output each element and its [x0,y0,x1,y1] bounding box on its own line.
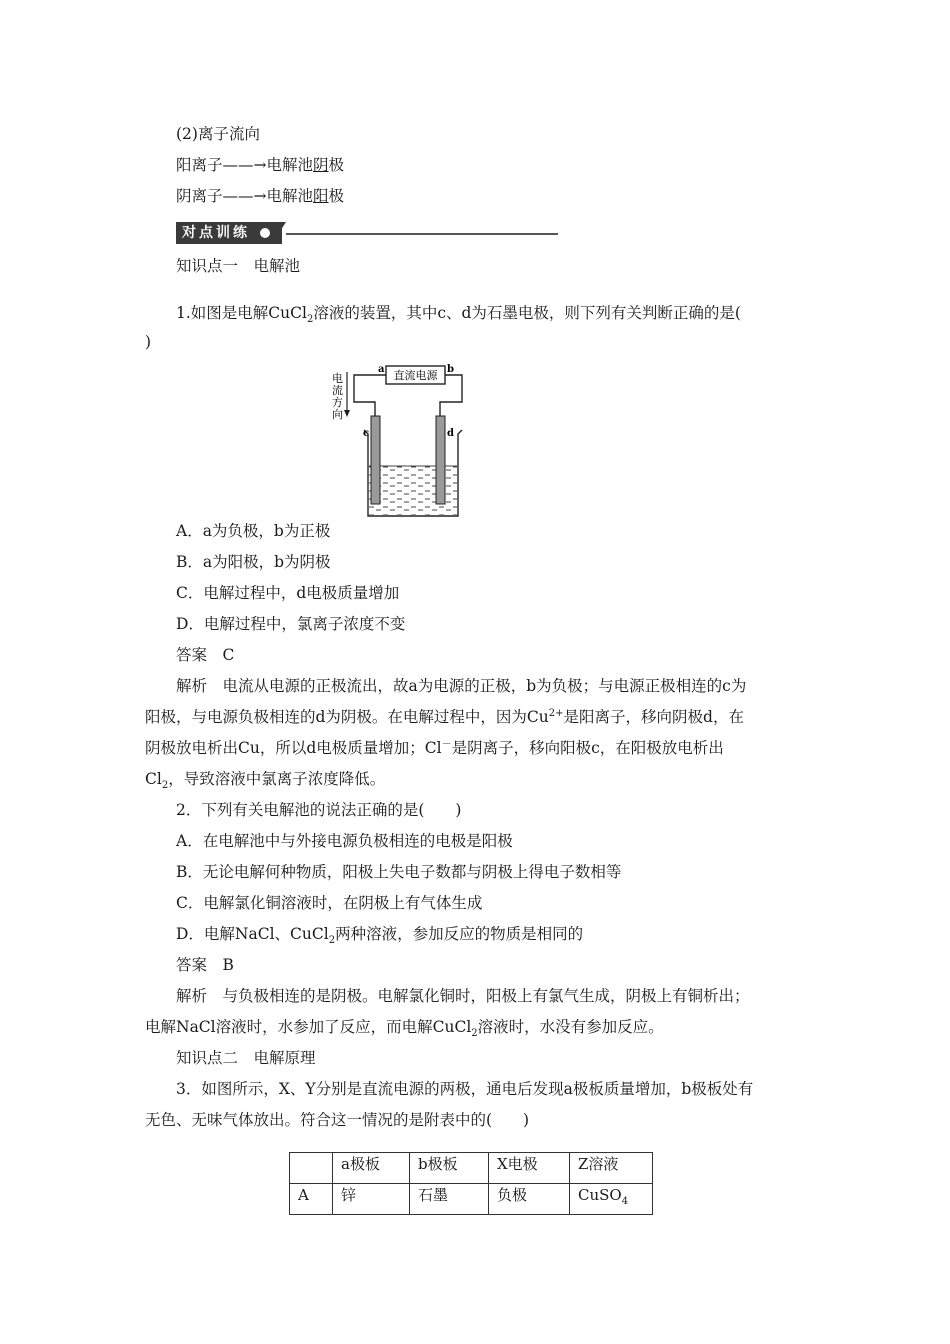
ion-flow-heading: (2)离子流向 [176,125,260,143]
current-direction-char-2: 流 [332,384,343,397]
q1-stem-sub: 2 [306,314,314,326]
table-cell: A [290,1184,333,1215]
q3-options-table [289,1152,653,1215]
anion-flow-suffix: 极 [328,187,345,205]
q2-optd-part1: D．电解NaCl、CuCl [176,925,329,943]
q1-exp4-part2: ，导致溶液中氯离子浓度降低。 [168,770,386,788]
q1-explanation-1: 解析 电流从电源的正极流出，故a为电源的正极，b为负极；与电源正极相连的c为 [176,677,747,695]
section-title-1: 知识点一 电解池 [176,257,301,275]
q1-exp2-part2: 是阳离子，移向阴极d，在 [563,708,744,726]
table-header-cell: X电极 [489,1153,570,1184]
practice-banner [176,222,560,246]
q1-stem-part2: 溶液的装置，其中c、d为石墨电极，则下列有关判断正确的是( [313,304,741,322]
q1-option-d: D．电解过程中，氯离子浓度不变 [176,615,406,633]
table-header-cell [290,1153,333,1184]
q2-answer: 答案 B [176,956,234,974]
q1-exp3-sup: － [441,738,452,750]
q1-exp4-part1: Cl [145,770,162,788]
q1-explanation-2 [145,707,744,727]
table-cell: 负极 [489,1184,570,1215]
bullet-icon [260,228,270,238]
table-cell [570,1184,653,1215]
q1-answer: 答案 C [176,646,235,664]
q1-explanation-3 [145,738,724,758]
q1-option-b: B．a为阳极，b为阴极 [176,553,331,571]
q2-option-d [176,924,584,947]
table-header-cell: a极板 [333,1153,410,1184]
cation-flow-line [176,155,344,175]
anion-flow-line [176,186,344,206]
terminal-a-label: a [378,364,385,375]
electrode-d [436,416,445,504]
q2-option-c: C．电解氯化铜溶液时，在阴极上有气体生成 [176,894,483,912]
table-header-cell: Z溶液 [570,1153,653,1184]
practice-banner-label: 对点训练 [182,225,250,241]
cation-flow-text: 阳离子——→电解池 [176,156,313,174]
table-row [290,1184,653,1215]
q2-exp2-part2: 溶液时，水没有参加反应。 [477,1018,664,1036]
cuso4-sub: 4 [621,1196,629,1207]
current-direction-char-3: 方 [332,396,343,409]
practice-banner-tag [176,222,282,244]
terminal-b-label: b [447,364,454,375]
q1-stem-close: ) [145,333,152,351]
table-cell: 石墨 [410,1184,489,1215]
banner-slant [272,222,286,244]
q1-explanation-4 [145,769,386,792]
q1-exp3-part2: 是阴离子，移向阳极c，在阳极放电析出 [451,739,724,757]
q2-exp2-sub: 2 [471,1028,478,1040]
q2-optd-part2: 两种溶液，参加反应的物质是相同的 [335,925,584,943]
current-direction-char-1: 电 [332,372,343,385]
electrode-d-label: d [447,428,454,439]
q2-explanation-2 [145,1017,664,1040]
power-source-label: 直流电源 [393,369,438,382]
q2-stem: 2．下列有关电解池的说法正确的是( ) [176,801,462,819]
current-direction-char-4: 向 [332,408,343,421]
table-header-cell: b极板 [410,1153,489,1184]
q2-explanation-1: 解析 与负极相连的是阴极。电解氯化铜时，阳极上有氯气生成，阴极上有铜析出； [176,987,750,1005]
cuso4-text: CuSO [578,1186,622,1204]
q2-exp2-part1: 电解NaCl溶液时，水参加了反应，而电解CuCl [145,1018,472,1036]
q2-option-b: B．无论电解何种物质，阳极上失电子数都与阴极上得电子数相等 [176,863,622,881]
q3-stem-2: 无色、无味气体放出。符合这一情况的是附表中的( ) [145,1111,530,1129]
q1-option-c: C．电解过程中，d电极质量增加 [176,584,400,602]
q2-option-a: A．在电解池中与外接电源负极相连的电极是阳极 [176,832,513,850]
cation-pole: 阴 [313,156,329,174]
electrode-c [371,416,380,504]
anion-flow-text: 阴离子——→电解池 [176,187,313,205]
banner-rule [286,233,558,235]
anion-pole: 阳 [313,187,329,205]
q1-exp2-sup: 2+ [548,707,564,719]
electrolysis-diagram [326,360,466,522]
q1-option-a: A．a为负极，b为正极 [176,522,331,540]
q1-exp2-part1: 阳极，与电源负极相连的d为阴极。在电解过程中，因为Cu [145,708,549,726]
cation-flow-suffix: 极 [328,156,345,174]
electrode-c-label: c [363,428,370,439]
q1-stem-part1: 1.如图是电解CuCl [176,304,307,322]
table-header-row [290,1153,653,1184]
q1-exp4-sub: 2 [161,780,169,792]
q1-stem [176,303,741,326]
q3-stem-1: 3．如图所示，X、Y分别是直流电源的两极，通电后发现a极板质量增加，b极板处有 [176,1080,754,1098]
q1-exp3-part1: 阴极放电析出Cu，所以d电极质量增加；Cl [145,739,442,757]
q2-optd-sub: 2 [328,935,336,947]
section-title-2: 知识点二 电解原理 [176,1049,316,1067]
table-cell: 锌 [333,1184,410,1215]
